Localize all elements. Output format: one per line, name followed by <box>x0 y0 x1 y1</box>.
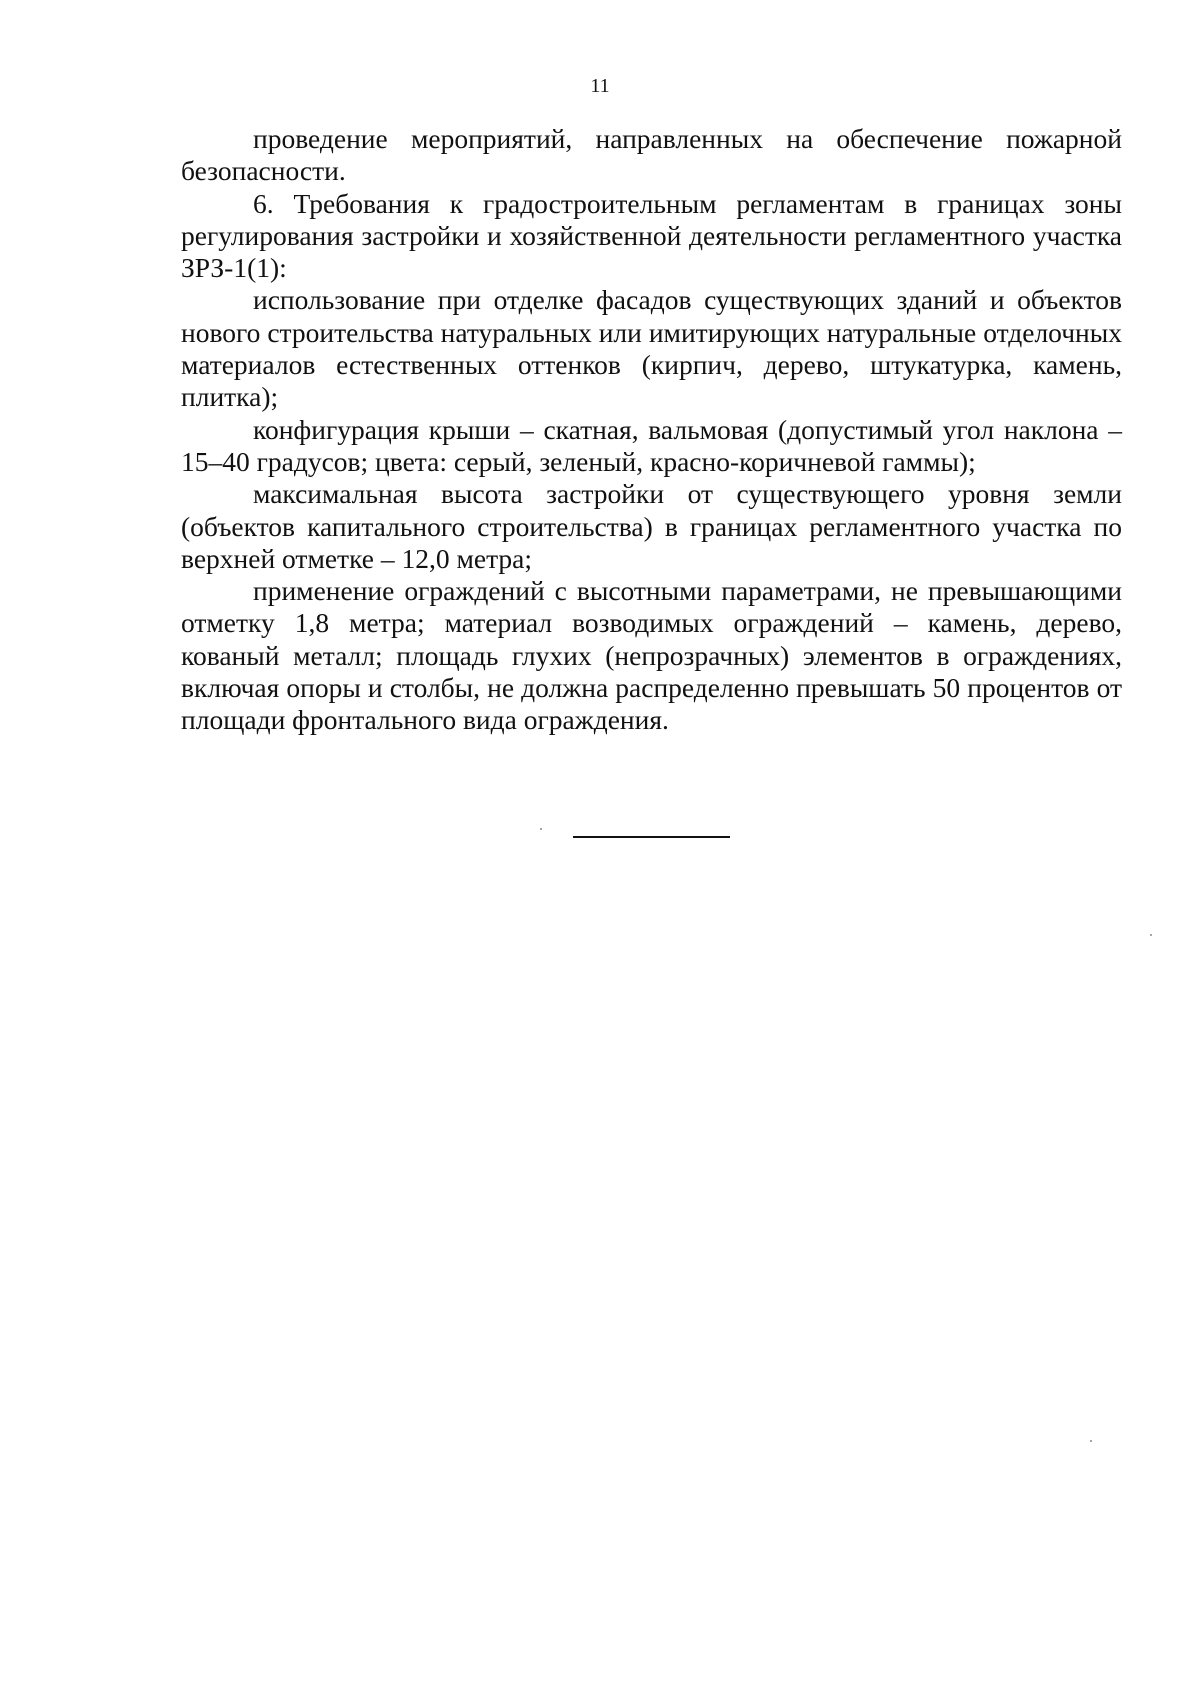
paragraph-facade-materials: использование при отделке фасадов существующих зданий и объектов нового строительства натуральных или имитирующих натуральные отделочных материалов естественных оттенков (кирпич, дерево, штукатурка, камень, плитка); <box>181 284 1122 413</box>
page-number: 11 <box>590 75 610 97</box>
document-body <box>181 123 1122 737</box>
end-of-text-rule <box>573 836 730 838</box>
scan-speck <box>1090 1440 1092 1442</box>
paragraph-requirements-heading: 6. Требования к градостроительным регламентам в границах зоны регулирования застройки и хозяйственной деятельности регламентного участка ЗРЗ-1(1): <box>181 187 1122 284</box>
scan-speck <box>540 828 542 830</box>
paragraph-roof-configuration: конфигурация крыши – скатная, вальмовая (допустимый угол наклона – 15–40 градусов; цвета: серый, зеленый, красно-коричневой гаммы); <box>181 413 1122 477</box>
paragraph-fences: применение ограждений с высотными параметрами, не превышающими отметку 1,8 метра; материал возводимых ограждений – камень, дерево, кованый металл; площадь глухих (непрозрачных) элементов в ограждениях, включая опоры и столбы, не должна распределенно превышать 50 процентов от площади фронтального вида ограждения. <box>181 575 1122 736</box>
paragraph-fire-safety: проведение мероприятий, направленных на обеспечение пожарной безопасности. <box>181 123 1122 187</box>
paragraph-max-height: максимальная высота застройки от существующего уровня земли (объектов капитального строительства) в границах регламентного участка по верхней отметке – 12,0 метра; <box>181 478 1122 574</box>
scan-speck <box>1150 934 1152 936</box>
